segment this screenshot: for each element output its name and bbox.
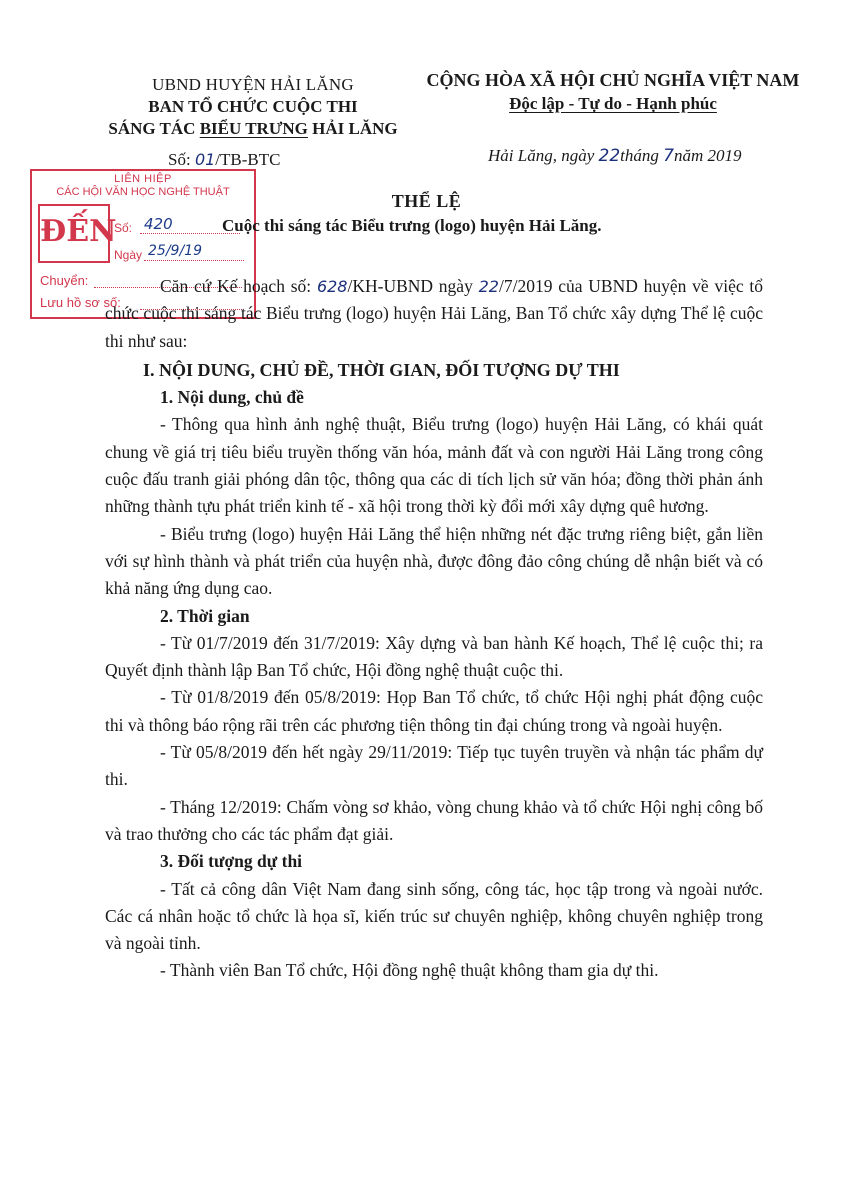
paragraph: - Biểu trưng (logo) huyện Hải Lăng thể hiện những nét đặc trưng riêng biệt, gắn liền với sự hình thành và phát triển của huyện nhà, được đông đảo công chúng dễ nhận biết và có khả năng ứng dụng cao. — [105, 523, 763, 599]
document-number-prefix: Số: — [168, 150, 195, 169]
issuer-line2: BAN TỔ CHỨC CUỘC THI — [148, 97, 358, 116]
document-date — [488, 146, 741, 166]
issuer-line3-b: BIỂU TRƯNG — [199, 119, 308, 138]
paragraph: - Tháng 12/2019: Chấm vòng sơ khảo, vòng chung khảo và tổ chức Hội nghị công bố và trao thưởng cho các tác phẩm đạt giải. — [105, 796, 763, 844]
document-number-suffix: /TB-BTC — [215, 150, 281, 169]
date-part-b: tháng — [620, 146, 664, 165]
document-subtitle: Cuộc thi sáng tác Biểu trưng (logo) huyện Hải Lăng. — [222, 216, 602, 235]
issuer-line3 — [98, 118, 408, 140]
section-heading: I. NỘI DUNG, CHỦ ĐỀ, THỜI GIAN, ĐỐI TƯỢNG DỰ THI — [143, 359, 620, 380]
subsection-heading: 1. Nội dung, chủ đề — [160, 387, 304, 408]
paragraph: - Thông qua hình ảnh nghệ thuật, Biểu trưng (logo) huyện Hải Lăng, có khái quát chung về giá trị tiêu biểu truyền thống văn hóa, mảnh đất và con người Hải Lăng trong công cuộc đấu tranh giải phóng dân tộc, thông qua các di tích lịch sử văn hóa; đồng thời phản ánh những thành tựu phát triển kinh tế - xã hội trong thời kỳ đổi mới xây dựng quê hương. — [105, 414, 763, 517]
intro-plan-number-handwritten: 628 — [316, 277, 348, 296]
document-number-handwritten: 01 — [194, 150, 216, 169]
stamp-den-box — [38, 204, 117, 263]
paragraph: - Từ 05/8/2019 đến hết ngày 29/11/2019: Tiếp tục tuyên truyền và nhận tác phẩm dự thi. — [105, 742, 763, 790]
stamp-org-line1: LIÊN HIỆP — [114, 173, 172, 185]
date-day-handwritten: 22 — [598, 146, 621, 166]
national-motto: Độc lập - Tự do - Hạnh phúc — [509, 94, 717, 113]
date-month-handwritten: 7 — [663, 146, 674, 166]
stamp-ngay-label: Ngày — [114, 248, 143, 262]
issuer-line3-c: HẢI LĂNG — [307, 119, 398, 138]
stamp-luu-label: Lưu hồ sơ số: — [40, 295, 121, 310]
subsection-heading: 3. Đối tượng dự thi — [160, 851, 303, 872]
issuer-header — [98, 74, 408, 140]
stamp-chuyen-label: Chuyển: — [40, 273, 89, 288]
intro-part-a: Căn cứ Kế hoạch số: — [160, 276, 317, 296]
intro-part-c: /7/2019 của UBND huyện về việc tổ chức cuộc thi sáng tác Biểu trưng (logo) huyện Hải Lăng, Ban Tổ chức xây dựng Thể lệ cuộc thi như sau: — [105, 276, 764, 351]
stamp-ngay-value: 25/9/19 — [148, 243, 202, 259]
national-header — [408, 68, 818, 116]
paragraph: - Thành viên Ban Tổ chức, Hội đồng nghệ thuật không tham gia dự thi. — [160, 960, 659, 981]
paragraph: - Tất cả công dân Việt Nam đang sinh sống, công tác, học tập trong và ngoài nước. Các cá nhân hoặc tổ chức là họa sĩ, kiến trúc sư chuyên nghiệp, không chuyên nghiệp trong và ngoài tỉnh. — [105, 878, 763, 954]
intro-paragraph — [105, 273, 763, 355]
paragraph: - Từ 01/7/2019 đến 31/7/2019: Xây dựng và ban hành Kế hoạch, Thể lệ cuộc thi; ra Quyết định thành lập Ban Tổ chức, Hội đồng nghệ thuật cuộc thi. — [105, 632, 763, 681]
document-body — [105, 250, 763, 985]
stamp-org-line2: CÁC HỘI VĂN HỌC NGHỆ THUẬT — [56, 186, 230, 198]
national-title: CỘNG HÒA XÃ HỘI CHỦ NGHĨA VIỆT NAM — [426, 70, 800, 90]
issuer-line1: UBND HUYỆN HẢI LĂNG — [152, 75, 354, 94]
paragraph: - Từ 01/8/2019 đến 05/8/2019: Họp Ban Tổ chức, tổ chức Hội nghị phát động cuộc thi và thông báo rộng rãi trên các phương tiện thông tin đại chúng trong và ngoài huyện. — [105, 687, 763, 735]
stamp-so-value: 420 — [144, 215, 173, 233]
stamp-den-text: ĐẾN — [40, 214, 117, 249]
intro-day-handwritten: 22 — [478, 277, 499, 296]
stamp-so-label: Số: — [114, 221, 133, 235]
issuer-line3-a: SÁNG TÁC — [108, 119, 200, 138]
subsection-heading: 2. Thời gian — [160, 605, 250, 626]
intro-part-b: /KH-UBND ngày — [347, 276, 479, 296]
date-part-c: năm 2019 — [673, 146, 742, 165]
document-title: THỂ LỆ — [391, 191, 462, 211]
date-part-a: Hải Lăng, ngày — [488, 146, 599, 165]
document-number — [168, 150, 280, 170]
